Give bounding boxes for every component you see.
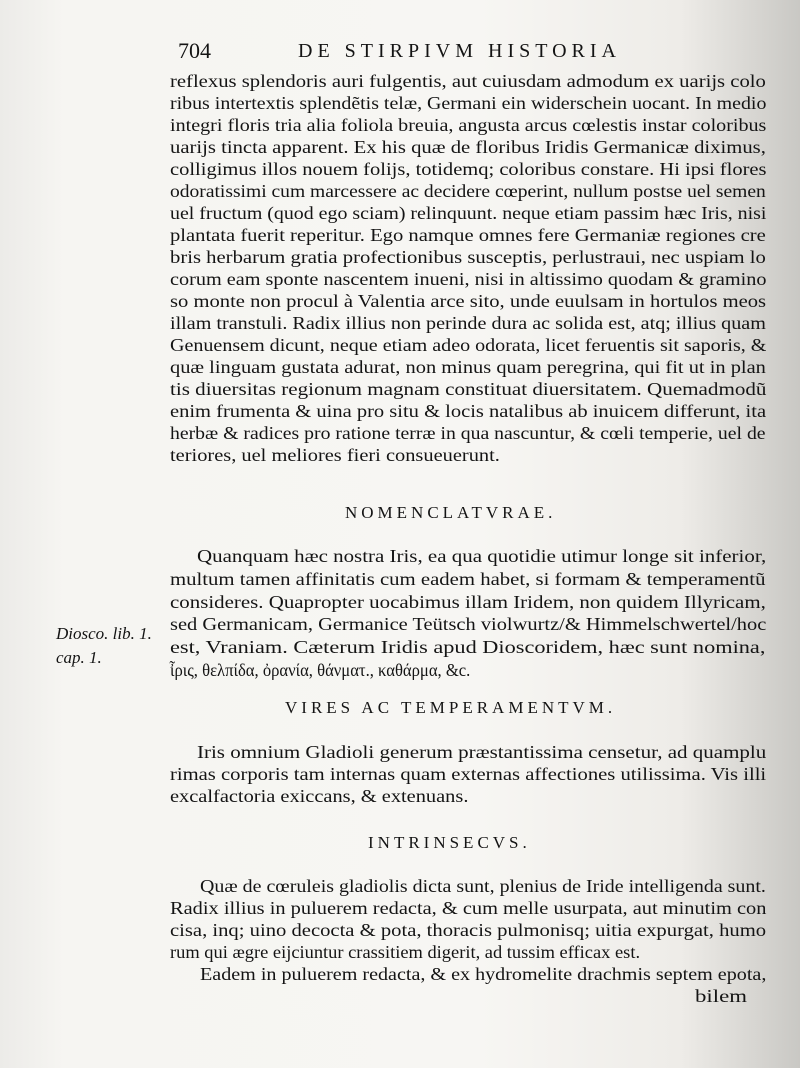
heading-nomenclature: NOMENCLATVRAE. bbox=[345, 503, 557, 522]
text-line: tis diuersitas regionum magnam constituat diuersitatem. Quemadmodũ bbox=[170, 379, 767, 399]
text-line: quæ linguam gustata adurat, non minus quam peregrina, qui fit ut in plan bbox=[170, 357, 766, 377]
text-line: Genuensem dicunt, neque etiam adeo odorata, licet feruentis sit saporis, & bbox=[170, 335, 767, 355]
text-line: integri floris tria alia foliola breuia, angusta arcus cœlestis instar coloribus bbox=[170, 115, 767, 135]
text-line: est, Vraniam. Cæterum Iridis apud Dioscoridem, hæc sunt nomina, bbox=[170, 637, 766, 658]
text-line: sed Germanicam, Germanice Teütsch violwurtz/& Himmelschwertel/hoc bbox=[170, 614, 767, 635]
page-header bbox=[178, 38, 658, 66]
text-line: bilem bbox=[695, 986, 747, 1006]
text-line: Quanquam hæc nostra Iris, ea qua quotidie utimur longe sit inferior, bbox=[197, 546, 767, 566]
text-line: odoratissimi cum marcessere ac decidere cœperint, nullum postse uel semen bbox=[170, 181, 766, 201]
text-line: rum qui ægre eijciuntur crassitiem digerit, ad tussim efficax est. bbox=[170, 942, 641, 962]
running-title: DE STIRPIVM HISTORIA bbox=[298, 40, 621, 62]
text-line: rimas corporis tam internas quam externas affectiones utilissima. Vis illi bbox=[170, 764, 767, 784]
text-line: Iris omnium Gladioli generum præstantissima censetur, ad quamplu bbox=[197, 742, 767, 762]
text-line: Quæ de cœruleis gladiolis dicta sunt, plenius de Iride intelligenda sunt. bbox=[200, 876, 766, 896]
text-line: uel fructum (quod ego sciam) relinquunt. neque etiam passim hæc Iris, nisi bbox=[170, 203, 767, 223]
text-line: cisa, inq; uino decocta & pota, thoracis pulmonisq; uitia expurgat, humo bbox=[170, 920, 767, 940]
margin-note-line-2: cap. 1. bbox=[56, 648, 102, 667]
margin-note-line-1: Diosco. lib. 1. bbox=[56, 624, 152, 643]
text-line: illam transtuli. Radix illius non perinde dura ac solida est, atq; illius quam bbox=[170, 313, 766, 333]
text-line: teriores, uel meliores fieri consueuerunt. bbox=[170, 445, 500, 465]
text-line: herbæ & radices pro ratione terræ in qua nascuntur, & cœli temperie, uel de bbox=[170, 423, 766, 443]
text-line: Radix illius in puluerem redacta, & cum melle usurpata, aut minutim con bbox=[170, 898, 767, 918]
text-line: multum tamen affinitatis cum eadem habet, si formam & temperamentũ bbox=[170, 568, 766, 589]
text-line: reflexus splendoris auri fulgentis, aut cuiusdam admodum ex uarijs colo bbox=[170, 71, 766, 91]
text-line: Eadem in puluerem redacta, & ex hydromelite drachmis septem epota, bbox=[200, 964, 767, 984]
heading-intrinsecus: INTRINSECVS. bbox=[368, 833, 531, 852]
text-line: bris herbarum gratia profectionibus susceptis, perlustraui, nec uspiam lo bbox=[170, 247, 766, 267]
text-line: uarijs tincta apparent. Ex his quæ de floribus Iridis Germanicæ diximus, bbox=[170, 137, 766, 157]
text-line: ribus intertextis splendẽtis telæ, Germani ein widerschein uocant. In medio bbox=[170, 93, 767, 113]
text-line: consideres. Quapropter uocabimus illam Iridem, non quidem Illyricam, bbox=[170, 591, 766, 612]
text-line: so monte non procul à Valentia arce sito, unde euulsam in hortulos meos bbox=[170, 291, 767, 311]
text-line: ἶρις, θελπίδα, ὀρανία, θάνματ., καθάρμα, &c. bbox=[170, 660, 471, 680]
text-line: enim frumenta & uina pro situ & locis natalibus ab inuicem differunt, ita bbox=[170, 401, 767, 421]
text-line: excalfactoria exiccans, & extenuans. bbox=[170, 786, 469, 806]
heading-vires: VIRES AC TEMPERAMENTVM. bbox=[285, 698, 617, 717]
text-line: corum eam sponte nascentem inueni, nisi in altissimo quodam & gramino bbox=[170, 269, 767, 289]
text-line: plantata fuerit reperitur. Ego namque omnes fere Germaniæ regiones cre bbox=[170, 225, 766, 245]
text-line: colligimus illos nouem folijs, totidemq; coloribus constare. Hi ipsi flores bbox=[170, 159, 767, 179]
page-number: 704 bbox=[178, 38, 211, 63]
